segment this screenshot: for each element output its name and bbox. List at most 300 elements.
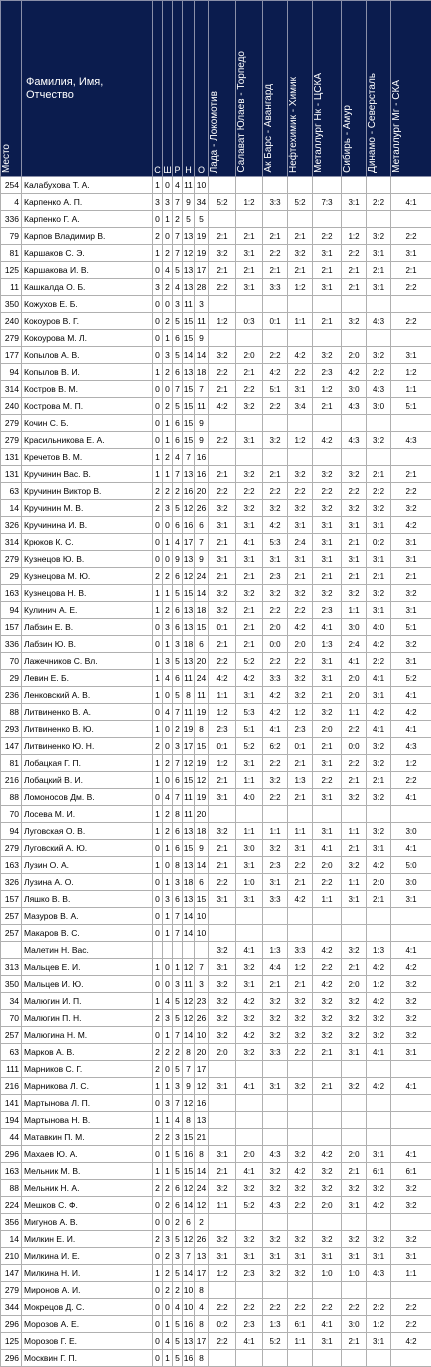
name-cell: Карпов Владимир В. — [22, 228, 153, 245]
table-row — [1, 942, 431, 959]
match-7-cell: 2:0 — [367, 874, 391, 891]
stat-r-cell: 6 — [173, 1180, 183, 1197]
stat-n-cell: 12 — [183, 959, 195, 976]
match-8-cell: 2:2 — [391, 313, 431, 330]
match-3-cell: 2:1 — [263, 228, 288, 245]
match-2-cell: 3:1 — [236, 517, 263, 534]
match-2-cell: 2:2 — [236, 483, 263, 500]
stat-s-cell: 0 — [153, 976, 163, 993]
match-2-cell: 2:0 — [236, 1146, 263, 1163]
match-5-cell: 2:3 — [313, 364, 342, 381]
match-7-cell — [367, 1129, 391, 1146]
stat-r-cell: 5 — [173, 262, 183, 279]
match-2-cell — [236, 296, 263, 313]
match-1-cell: 2:2 — [209, 1299, 236, 1316]
match-4-cell: 3:2 — [288, 1265, 313, 1282]
match-2-cell: 3:1 — [236, 1248, 263, 1265]
match-7-cell: 3:2 — [367, 228, 391, 245]
match-8-cell: 2:2 — [391, 228, 431, 245]
match-1-cell: 3:2 — [209, 823, 236, 840]
match-5-cell: 3:2 — [313, 704, 342, 721]
stat-n-cell: 7 — [183, 449, 195, 466]
match-4-cell: 2:1 — [288, 874, 313, 891]
stat-o-cell: 2 — [195, 1214, 209, 1231]
name-cell: Малюгина Н. М. — [22, 1027, 153, 1044]
match-6-cell: 2:1 — [342, 534, 367, 551]
stat-o-cell: 34 — [195, 194, 209, 211]
match-4-cell — [288, 1282, 313, 1299]
match-8-cell: 1:2 — [391, 755, 431, 772]
stat-n-cell: 12 — [183, 1180, 195, 1197]
match-4-cell: 3:2 — [288, 245, 313, 262]
match-8-cell — [391, 415, 431, 432]
match-3-cell: 2:2 — [263, 398, 288, 415]
match-2-cell: 2:2 — [236, 1299, 263, 1316]
place-cell: 88 — [1, 704, 22, 721]
match-3-cell: 3:2 — [263, 1231, 288, 1248]
match-2-cell: 5:2 — [236, 738, 263, 755]
name-cell: Литвиненко Ю. Н. — [22, 738, 153, 755]
match-4-cell: 2:2 — [288, 653, 313, 670]
match-8-cell: 2:1 — [391, 262, 431, 279]
stat-n-cell: 13 — [183, 891, 195, 908]
name-cell: Костров В. М. — [22, 381, 153, 398]
match-5-cell: 3:1 — [313, 789, 342, 806]
match-2-cell — [236, 1095, 263, 1112]
match-2-cell — [236, 1214, 263, 1231]
stat-sh-cell: 0 — [163, 517, 173, 534]
name-cell: Кочин С. Б. — [22, 415, 153, 432]
match-3-cell — [263, 1112, 288, 1129]
match-3-cell: 3:2 — [263, 585, 288, 602]
name-cell: Мигунов А. В. — [22, 1214, 153, 1231]
stat-n-cell: 13 — [183, 823, 195, 840]
place-cell: 14 — [1, 500, 22, 517]
stat-s-cell: 0 — [153, 1350, 163, 1367]
match-5-cell: 3:2 — [313, 1180, 342, 1197]
match-3-cell: 2:2 — [263, 483, 288, 500]
stat-n-cell: 12 — [183, 993, 195, 1010]
match-7-cell: 2:2 — [367, 194, 391, 211]
match-2-cell — [236, 449, 263, 466]
match-3-cell — [263, 211, 288, 228]
stat-n-cell: 7 — [183, 1248, 195, 1265]
stat-r-cell: 4 — [173, 449, 183, 466]
match-2-cell: 3:2 — [236, 1044, 263, 1061]
match-8-cell: 2:2 — [391, 483, 431, 500]
match-1-cell: 2:2 — [209, 874, 236, 891]
stat-s-cell: 1 — [153, 1112, 163, 1129]
match-7-cell: 2:1 — [367, 568, 391, 585]
stat-o-cell: 18 — [195, 602, 209, 619]
place-cell: 29 — [1, 568, 22, 585]
match-5-cell — [313, 1214, 342, 1231]
match-4-cell: 3:2 — [288, 1078, 313, 1095]
stat-o-cell: 15 — [195, 619, 209, 636]
match-1-cell: 2:2 — [209, 432, 236, 449]
match-2-cell: 4:1 — [236, 1163, 263, 1180]
match-8-cell: 3:1 — [391, 347, 431, 364]
stat-o-cell: 11 — [195, 398, 209, 415]
match-4-cell: 3:2 — [288, 1146, 313, 1163]
stat-r-cell: 7 — [173, 755, 183, 772]
table-row — [1, 1129, 431, 1146]
table-row — [1, 381, 431, 398]
match-2-cell: 2:1 — [236, 619, 263, 636]
stat-o-cell: 8 — [195, 1350, 209, 1367]
stat-sh-cell: 3 — [163, 1095, 173, 1112]
stat-s-cell: 0 — [153, 1316, 163, 1333]
table-row — [1, 1248, 431, 1265]
match-8-cell: 5:2 — [391, 670, 431, 687]
name-cell: Мешков С. Ф. — [22, 1197, 153, 1214]
stat-o-cell: 26 — [195, 1010, 209, 1027]
table-row — [1, 1265, 431, 1282]
match-2-cell — [236, 1282, 263, 1299]
match-4-cell: 3:2 — [288, 1010, 313, 1027]
match-6-cell: 3:2 — [342, 942, 367, 959]
table-row — [1, 194, 431, 211]
match-8-cell: 4:2 — [391, 959, 431, 976]
stat-o-cell: 13 — [195, 1112, 209, 1129]
match-7-cell: 2:2 — [367, 483, 391, 500]
stat-n-cell: 16 — [183, 517, 195, 534]
header-stat-n: Н — [183, 1, 195, 177]
stat-sh-cell — [163, 942, 173, 959]
match-7-cell: 3:1 — [367, 602, 391, 619]
stat-r-cell: 6 — [173, 823, 183, 840]
match-5-cell — [313, 806, 342, 823]
match-2-cell: 4:2 — [236, 1027, 263, 1044]
match-7-cell: 3:2 — [367, 432, 391, 449]
match-2-cell: 3:2 — [236, 1180, 263, 1197]
match-1-cell — [209, 415, 236, 432]
match-2-cell: 3:1 — [236, 857, 263, 874]
stat-n-cell: 17 — [183, 738, 195, 755]
stat-sh-cell: 2 — [163, 1129, 173, 1146]
place-cell: 296 — [1, 1316, 22, 1333]
match-7-cell: 4:2 — [367, 1197, 391, 1214]
match-6-cell: 3:2 — [342, 313, 367, 330]
stat-sh-cell: 1 — [163, 1350, 173, 1367]
match-1-cell: 4:2 — [209, 398, 236, 415]
match-4-cell: 3:2 — [288, 466, 313, 483]
match-1-cell: 3:2 — [209, 585, 236, 602]
match-6-cell: 4:2 — [342, 364, 367, 381]
match-1-cell: 1:2 — [209, 704, 236, 721]
name-cell: Кожухов Е. Б. — [22, 296, 153, 313]
match-6-cell: 2:1 — [342, 1333, 367, 1350]
match-7-cell: 2:1 — [367, 466, 391, 483]
match-1-cell — [209, 449, 236, 466]
stat-n-cell: 16 — [183, 1350, 195, 1367]
place-cell: 314 — [1, 534, 22, 551]
match-5-cell: 3:1 — [313, 653, 342, 670]
match-3-cell: 2:1 — [263, 262, 288, 279]
match-2-cell — [236, 1112, 263, 1129]
match-3-cell: 2:2 — [263, 789, 288, 806]
match-7-cell — [367, 177, 391, 194]
match-4-cell: 4:2 — [288, 1163, 313, 1180]
stat-n-cell: 14 — [183, 908, 195, 925]
match-7-cell: 3:1 — [367, 1248, 391, 1265]
match-4-cell: 3:4 — [288, 398, 313, 415]
match-3-cell: 4:2 — [263, 517, 288, 534]
match-1-cell: 2:1 — [209, 228, 236, 245]
table-header — [1, 1, 431, 177]
stat-r-cell: 6 — [173, 670, 183, 687]
match-6-cell: 2:0 — [342, 347, 367, 364]
match-2-cell: 2:1 — [236, 568, 263, 585]
stat-o-cell: 20 — [195, 806, 209, 823]
match-2-cell — [236, 330, 263, 347]
stat-sh-cell: 0 — [163, 296, 173, 313]
stat-n-cell: 11 — [183, 704, 195, 721]
place-cell: 88 — [1, 789, 22, 806]
place-cell: 314 — [1, 381, 22, 398]
stat-r-cell: 3 — [173, 636, 183, 653]
stat-n-cell: 18 — [183, 636, 195, 653]
match-4-cell: 3:2 — [288, 1231, 313, 1248]
match-3-cell: 3:2 — [263, 1163, 288, 1180]
stat-n-cell: 11 — [183, 789, 195, 806]
match-4-cell: 1:2 — [288, 704, 313, 721]
stat-s-cell: 1 — [153, 245, 163, 262]
match-7-cell: 2:2 — [367, 653, 391, 670]
table-row — [1, 568, 431, 585]
match-4-cell — [288, 296, 313, 313]
match-4-cell: 1:2 — [288, 279, 313, 296]
match-5-cell: 4:2 — [313, 432, 342, 449]
match-8-cell: 2:2 — [391, 1299, 431, 1316]
stat-sh-cell: 2 — [163, 1180, 173, 1197]
stat-n-cell: 10 — [183, 1299, 195, 1316]
match-5-cell: 2:1 — [313, 568, 342, 585]
stat-n-cell: 13 — [183, 364, 195, 381]
match-6-cell: 1:1 — [342, 823, 367, 840]
match-5-cell: 3:1 — [313, 517, 342, 534]
header-match-4 — [288, 1, 313, 177]
match-2-cell: 1:1 — [236, 823, 263, 840]
match-1-cell: 0:1 — [209, 619, 236, 636]
match-3-cell — [263, 925, 288, 942]
header-match-1 — [209, 1, 236, 177]
match-5-cell: 3:2 — [313, 347, 342, 364]
stat-o-cell: 26 — [195, 1231, 209, 1248]
match-5-cell: 2:1 — [313, 398, 342, 415]
stat-r-cell: 3 — [173, 1078, 183, 1095]
stat-r-cell: 4 — [173, 1112, 183, 1129]
match-2-cell: 3:2 — [236, 1231, 263, 1248]
match-7-cell: 3:1 — [367, 551, 391, 568]
header-place — [1, 1, 22, 177]
match-5-cell: 3:2 — [313, 1010, 342, 1027]
stat-o-cell: 8 — [195, 1316, 209, 1333]
stat-o-cell: 20 — [195, 1044, 209, 1061]
stat-sh-cell: 1 — [163, 840, 173, 857]
stat-r-cell: 7 — [173, 789, 183, 806]
match-3-cell: 3:2 — [263, 1010, 288, 1027]
table-row — [1, 925, 431, 942]
stat-r-cell: 2 — [173, 1282, 183, 1299]
stat-o-cell: 9 — [195, 330, 209, 347]
table-row — [1, 1146, 431, 1163]
match-5-cell: 3:1 — [313, 534, 342, 551]
stat-s-cell: 0 — [153, 925, 163, 942]
place-cell: 157 — [1, 619, 22, 636]
stat-r-cell: 5 — [173, 687, 183, 704]
table-row — [1, 466, 431, 483]
match-6-cell — [342, 330, 367, 347]
match-6-cell: 0:0 — [342, 738, 367, 755]
match-8-cell: 4:1 — [391, 721, 431, 738]
stat-s-cell: 0 — [153, 211, 163, 228]
name-cell: Малетин Н. Вас. — [22, 942, 153, 959]
stat-o-cell: 4 — [195, 1299, 209, 1316]
place-cell: 236 — [1, 687, 22, 704]
match-6-cell: 3:1 — [342, 194, 367, 211]
header-name: Фамилия, Имя, Отчество — [22, 1, 153, 177]
match-4-cell — [288, 806, 313, 823]
match-3-cell: 4:4 — [263, 959, 288, 976]
match-1-cell: 2:2 — [209, 279, 236, 296]
match-3-cell: 3:2 — [263, 1180, 288, 1197]
match-7-cell: 2:1 — [367, 772, 391, 789]
name-cell: Кручинина И. В. — [22, 517, 153, 534]
stat-s-cell: 1 — [153, 602, 163, 619]
name-cell: Макаров В. С. — [22, 925, 153, 942]
match-1-cell — [209, 211, 236, 228]
name-cell: Махаев Ю. А. — [22, 1146, 153, 1163]
match-7-cell: 2:1 — [367, 891, 391, 908]
match-7-cell — [367, 330, 391, 347]
stat-sh-cell: 2 — [163, 602, 173, 619]
match-8-cell: 4:3 — [391, 738, 431, 755]
stat-n-cell — [183, 942, 195, 959]
match-1-cell: 3:1 — [209, 1078, 236, 1095]
match-5-cell: 1:1 — [313, 891, 342, 908]
stat-sh-cell: 3 — [163, 1231, 173, 1248]
stat-sh-cell: 0 — [163, 381, 173, 398]
stat-o-cell: 11 — [195, 313, 209, 330]
stat-r-cell: 5 — [173, 500, 183, 517]
stat-r-cell: 5 — [173, 1333, 183, 1350]
match-4-cell: 3:2 — [288, 993, 313, 1010]
match-5-cell: 4:1 — [313, 840, 342, 857]
match-5-cell: 3:1 — [313, 1248, 342, 1265]
match-1-cell: 1:2 — [209, 1265, 236, 1282]
match-7-cell — [367, 925, 391, 942]
header-match-7-label: Динамо - Северсталь — [367, 73, 379, 173]
match-8-cell — [391, 330, 431, 347]
match-6-cell: 3:2 — [342, 1010, 367, 1027]
match-8-cell: 3:1 — [391, 602, 431, 619]
match-2-cell: 3:2 — [236, 959, 263, 976]
match-6-cell: 3:1 — [342, 1197, 367, 1214]
match-6-cell: 3:2 — [342, 1078, 367, 1095]
stat-sh-cell: 3 — [163, 891, 173, 908]
stat-o-cell: 24 — [195, 670, 209, 687]
stat-sh-cell: 0 — [163, 1214, 173, 1231]
stat-o-cell: 20 — [195, 653, 209, 670]
stat-n-cell: 15 — [183, 398, 195, 415]
stat-s-cell: 0 — [153, 636, 163, 653]
stat-sh-cell: 2 — [163, 313, 173, 330]
stat-s-cell: 1 — [153, 177, 163, 194]
match-2-cell: 4:2 — [236, 670, 263, 687]
stat-n-cell: 12 — [183, 1095, 195, 1112]
stat-sh-cell: 2 — [163, 568, 173, 585]
header-stat-s: С — [153, 1, 163, 177]
match-3-cell: 3:3 — [263, 891, 288, 908]
match-5-cell: 2:2 — [313, 959, 342, 976]
name-cell: Малюгин П. Н. — [22, 1010, 153, 1027]
match-3-cell: 2:2 — [263, 1299, 288, 1316]
match-2-cell — [236, 1129, 263, 1146]
match-4-cell — [288, 1214, 313, 1231]
match-3-cell: 3:3 — [263, 194, 288, 211]
match-5-cell: 2:2 — [313, 228, 342, 245]
stat-r-cell: 5 — [173, 1061, 183, 1078]
match-7-cell: 4:0 — [367, 619, 391, 636]
name-cell: Кострова М. П. — [22, 398, 153, 415]
stat-o-cell: 17 — [195, 1333, 209, 1350]
match-1-cell: 2:1 — [209, 840, 236, 857]
stat-n-cell: 15 — [183, 415, 195, 432]
match-4-cell: 1:1 — [288, 1333, 313, 1350]
place-cell: 131 — [1, 449, 22, 466]
match-2-cell: 3:1 — [236, 687, 263, 704]
stat-s-cell: 0 — [153, 619, 163, 636]
table-row — [1, 993, 431, 1010]
name-cell: Кузнецов Ю. В. — [22, 551, 153, 568]
match-3-cell: 1:3 — [263, 942, 288, 959]
match-5-cell — [313, 1112, 342, 1129]
match-2-cell: 4:2 — [236, 993, 263, 1010]
stat-sh-cell: 1 — [163, 1163, 173, 1180]
name-cell: Лузина А. О. — [22, 874, 153, 891]
match-2-cell — [236, 925, 263, 942]
match-6-cell: 2:2 — [342, 483, 367, 500]
match-6-cell — [342, 415, 367, 432]
place-cell: 216 — [1, 772, 22, 789]
match-6-cell: 2:4 — [342, 636, 367, 653]
place-cell: 88 — [1, 1180, 22, 1197]
stat-sh-cell: 1 — [163, 1316, 173, 1333]
name-cell: Каршаков С. Э. — [22, 245, 153, 262]
stat-s-cell: 1 — [153, 721, 163, 738]
match-5-cell — [313, 296, 342, 313]
match-1-cell: 3:2 — [209, 976, 236, 993]
match-1-cell: 3:1 — [209, 959, 236, 976]
stat-r-cell: 9 — [173, 551, 183, 568]
stat-s-cell: 3 — [153, 279, 163, 296]
stat-s-cell: 0 — [153, 347, 163, 364]
stat-r-cell: 8 — [173, 806, 183, 823]
match-8-cell: 6:1 — [391, 1163, 431, 1180]
match-1-cell: 2:1 — [209, 534, 236, 551]
match-8-cell: 5:1 — [391, 619, 431, 636]
stat-r-cell: 4 — [173, 177, 183, 194]
stat-sh-cell: 2 — [163, 398, 173, 415]
table-row — [1, 1095, 431, 1112]
match-2-cell: 4:0 — [236, 789, 263, 806]
stat-n-cell: 7 — [183, 1061, 195, 1078]
match-6-cell — [342, 211, 367, 228]
match-3-cell: 3:1 — [263, 874, 288, 891]
match-7-cell: 3:1 — [367, 1333, 391, 1350]
match-8-cell: 3:2 — [391, 1010, 431, 1027]
